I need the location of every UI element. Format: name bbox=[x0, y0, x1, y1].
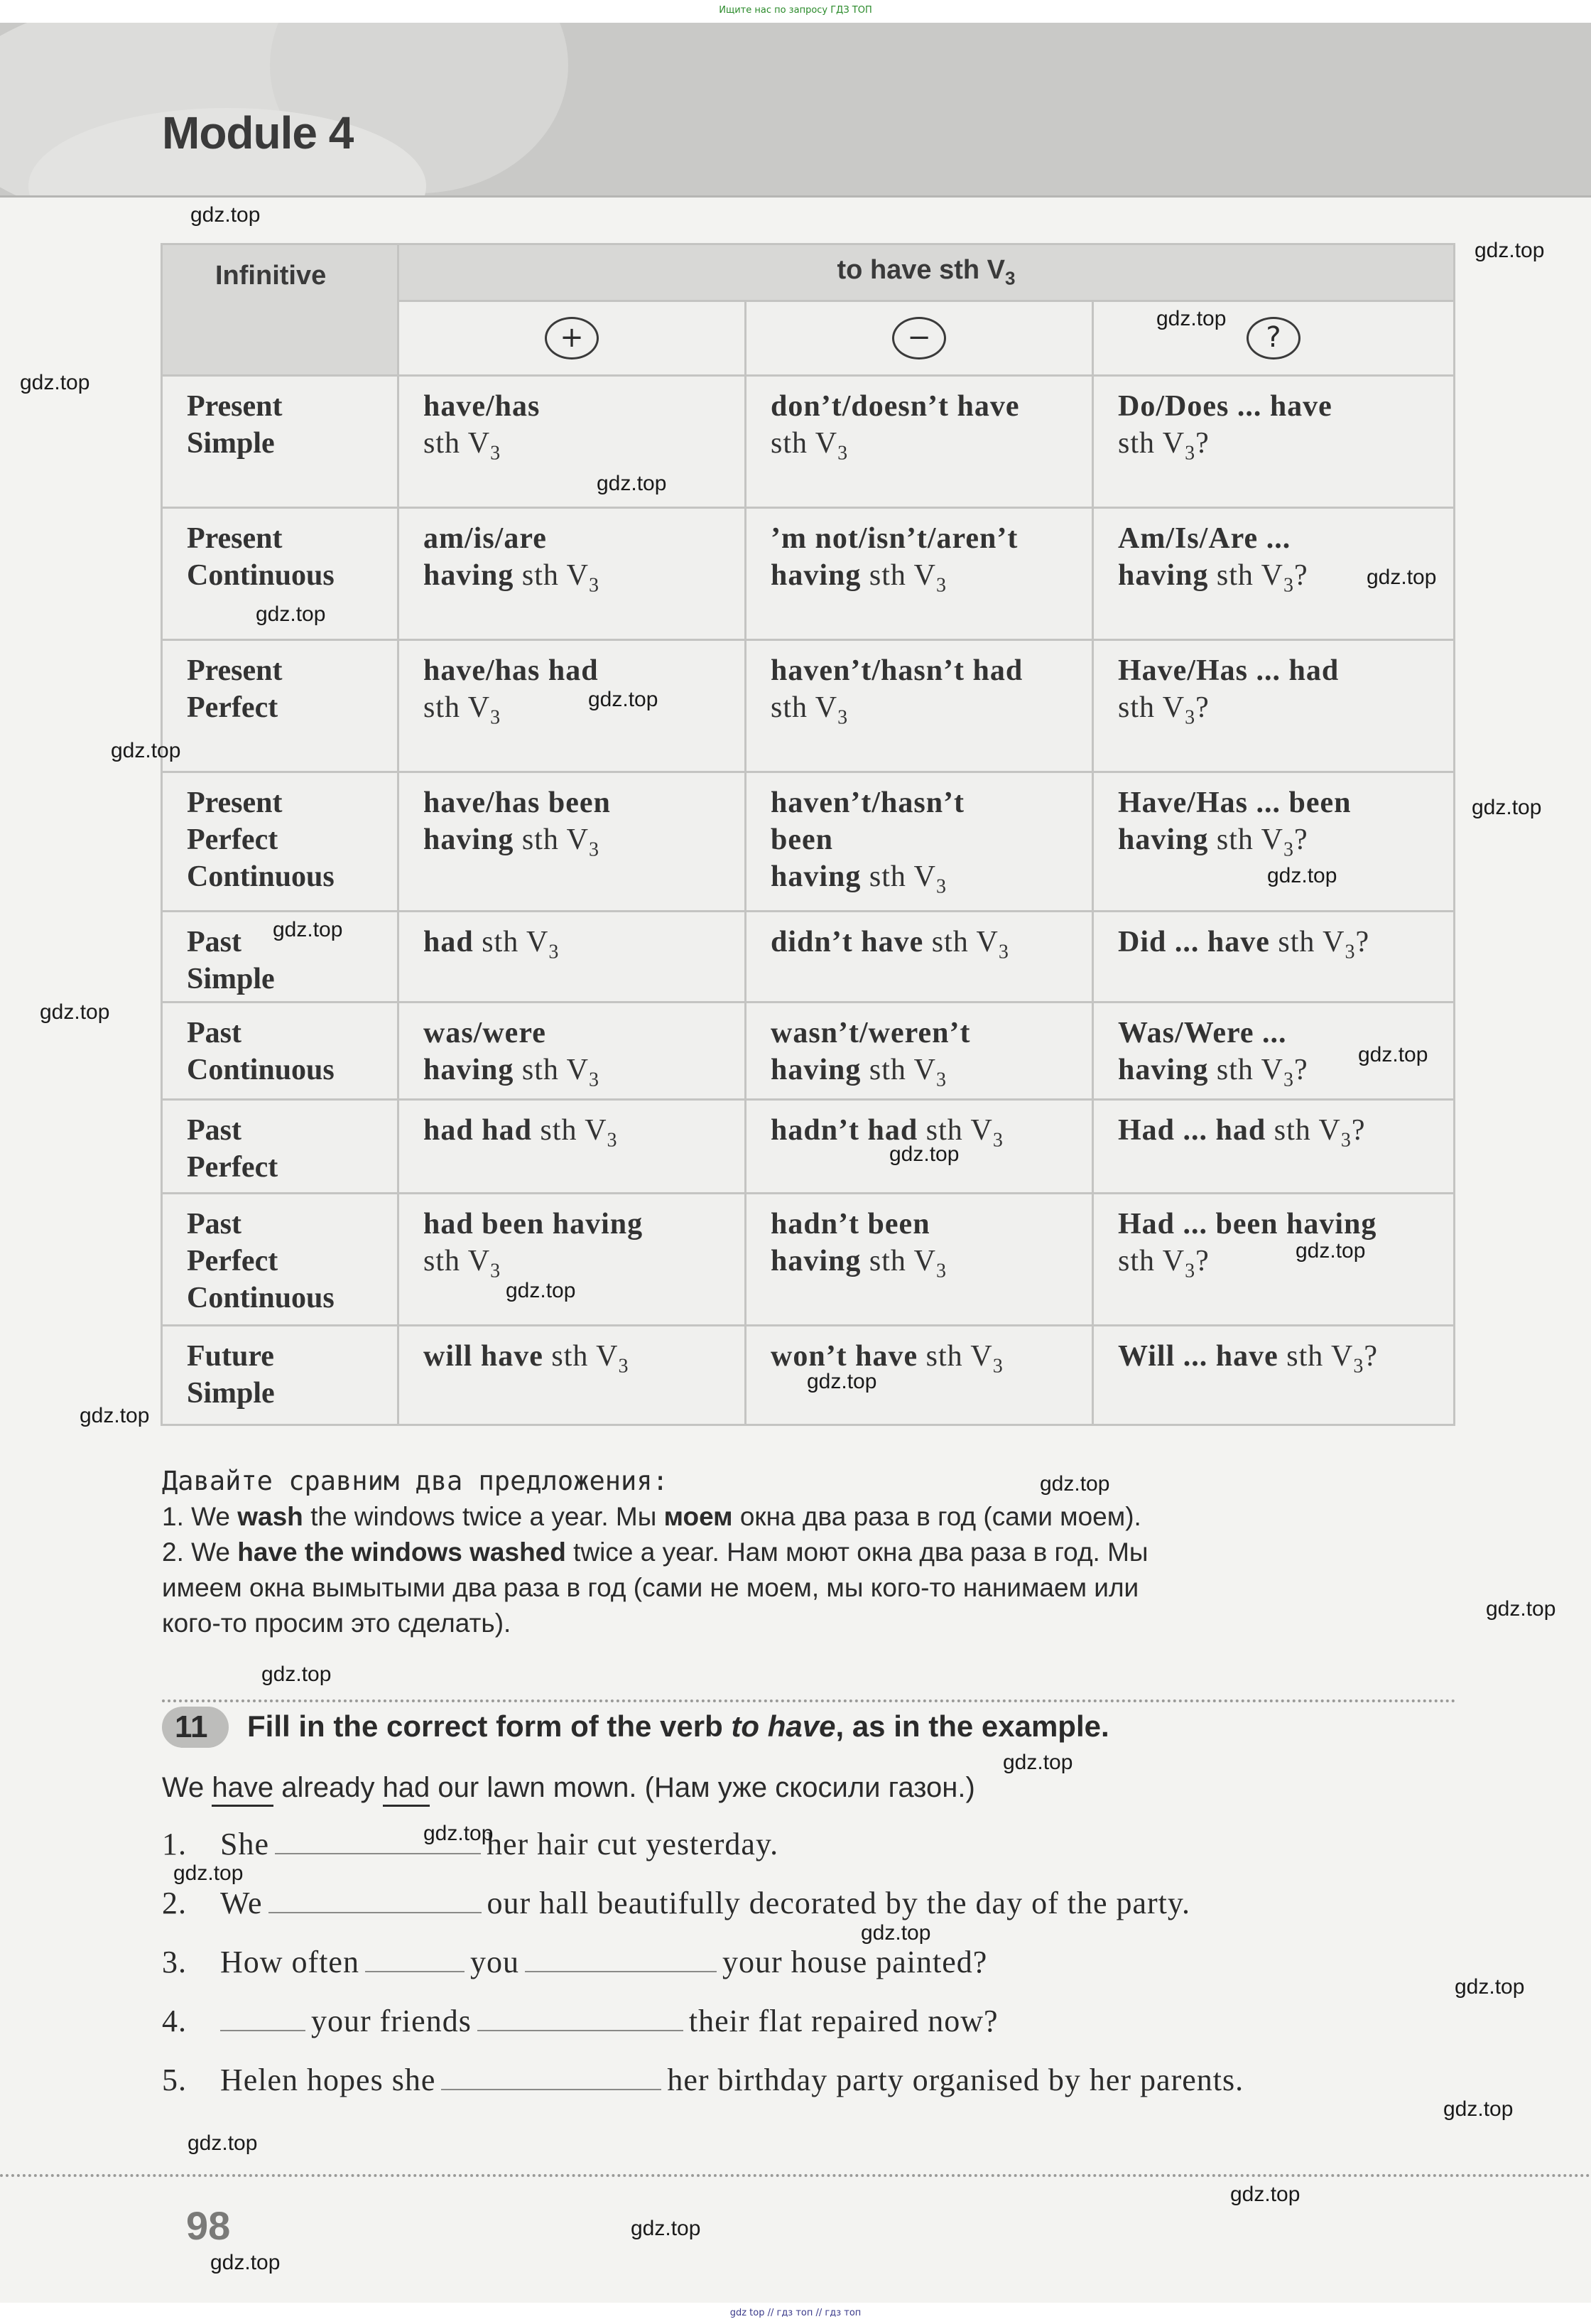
answer-blank[interactable] bbox=[365, 1964, 465, 1972]
tense-name bbox=[162, 1326, 398, 1425]
page-number: 98 bbox=[186, 2203, 231, 2248]
question-form bbox=[1093, 1194, 1455, 1326]
question-form-line: having sth $V_3$? bbox=[1118, 823, 1308, 861]
watermark: gdz.top bbox=[861, 1921, 931, 1945]
watermark: gdz.top bbox=[1455, 1975, 1525, 1999]
watermark: gdz.top bbox=[1296, 1239, 1366, 1263]
affirmative-form bbox=[398, 508, 746, 640]
affirmative-form bbox=[398, 376, 746, 508]
watermark: gdz.top bbox=[1230, 2183, 1301, 2206]
watermark: gdz.top bbox=[631, 2217, 701, 2240]
exercise-item-1: 1. She her hair cut yesterday. bbox=[162, 1827, 779, 1861]
question-form bbox=[1093, 1100, 1455, 1194]
affirmative-form-line: had had sth $V_3$ bbox=[423, 1114, 618, 1152]
exercise-item-4: 4. your friends their flat repaired now? bbox=[162, 2004, 999, 2038]
negative-form-line: hadn’t been bbox=[771, 1208, 930, 1241]
affirmative-form-line: had sth $V_3$ bbox=[423, 926, 560, 963]
question-form-line: Will ... have sth $V_3$? bbox=[1118, 1340, 1378, 1378]
negative-form bbox=[746, 1002, 1093, 1100]
question-form-line: Do/Does ... have bbox=[1118, 390, 1332, 423]
exercise-item-3: 3. How often you your house painted? bbox=[162, 1945, 988, 1979]
answer-blank[interactable] bbox=[477, 2023, 683, 2031]
answer-blank[interactable] bbox=[275, 1846, 481, 1854]
grammar-table bbox=[161, 243, 1455, 1426]
affirmative-form bbox=[398, 1100, 746, 1194]
answer-blank[interactable] bbox=[441, 2082, 661, 2090]
tense-row bbox=[162, 376, 1455, 508]
comparison-note bbox=[162, 1464, 1440, 1641]
watermark: gdz.top bbox=[111, 739, 181, 762]
watermark: gdz.top bbox=[80, 1404, 150, 1427]
affirmative-form bbox=[398, 1002, 746, 1100]
tense-name-line: Past bbox=[187, 926, 241, 958]
affirmative-form bbox=[398, 1194, 746, 1326]
minus-icon: − bbox=[892, 317, 946, 360]
plus-icon: + bbox=[545, 317, 599, 360]
module-title: Module 4 bbox=[162, 107, 354, 158]
exercise-item-5: 5. Helen hopes she her birthday party organised by her parents. bbox=[162, 2063, 1244, 2097]
affirmative-form-line: have/has bbox=[423, 390, 541, 423]
question-form-line: having sth $V_3$? bbox=[1118, 1054, 1308, 1091]
watermark: gdz.top bbox=[1475, 239, 1545, 262]
tense-name-line: Continuous bbox=[187, 559, 335, 592]
negative-form-line: having sth $V_3$ bbox=[771, 559, 947, 597]
infinitive-header: Infinitive bbox=[162, 244, 398, 376]
watermark: gdz.top bbox=[1003, 1751, 1073, 1774]
watermark: gdz.top bbox=[1486, 1597, 1556, 1621]
tense-name bbox=[162, 1100, 398, 1194]
top-banner bbox=[0, 0, 1591, 23]
comparison-lead: Давайте сравним два предложения: bbox=[162, 1466, 668, 1496]
question-form bbox=[1093, 376, 1455, 508]
tense-name-line: Perfect bbox=[187, 1151, 278, 1184]
question-form bbox=[1093, 912, 1455, 1002]
tense-row bbox=[162, 772, 1455, 912]
watermark: gdz.top bbox=[1367, 566, 1437, 589]
affirmative-form-line: will have sth $V_3$ bbox=[423, 1340, 629, 1378]
question-form-line: Had ... been having bbox=[1118, 1208, 1377, 1241]
watermark: gdz.top bbox=[1040, 1472, 1110, 1496]
comparison-sentence-2-line-2: имеем окна вымытыми два раза в год (сами не моем, мы кого-то нанимаем или bbox=[162, 1573, 1139, 1602]
watermark: gdz.top bbox=[210, 2251, 281, 2274]
affirmative-form-line: sth $V_3$ bbox=[423, 691, 501, 729]
tense-name-line: Simple bbox=[187, 963, 275, 995]
affirmative-form bbox=[398, 1326, 746, 1425]
affirmative-form-line: sth $V_3$ bbox=[423, 1245, 501, 1282]
question-form-line: Am/Is/Are ... bbox=[1118, 522, 1291, 555]
answer-blank[interactable] bbox=[268, 1905, 482, 1913]
affirmative-form bbox=[398, 640, 746, 772]
negative-form-line: wasn’t/weren’t bbox=[771, 1017, 971, 1049]
watermark: gdz.top bbox=[20, 371, 90, 394]
tense-name-line: Simple bbox=[187, 1377, 275, 1410]
footer-divider bbox=[0, 2174, 1591, 2180]
negative-form-line: having sth $V_3$ bbox=[771, 860, 947, 898]
affirmative-form bbox=[398, 772, 746, 912]
negative-form-line: having sth $V_3$ bbox=[771, 1054, 947, 1091]
comparison-sentence-2: 2. We have the windows washed twice a year. Нам моют окна два раза в год. Мы bbox=[162, 1537, 1149, 1567]
answer-blank[interactable] bbox=[525, 1964, 717, 1972]
affirmative-form-line: sth $V_3$ bbox=[423, 427, 501, 465]
question-form-line: Was/Were ... bbox=[1118, 1017, 1287, 1049]
negative-form bbox=[746, 772, 1093, 912]
watermark: gdz.top bbox=[1156, 307, 1227, 330]
bottom-banner-text: gdz top // гдз топ // гдз топ bbox=[729, 2308, 862, 2318]
watermark: gdz.top bbox=[597, 472, 667, 495]
negative-form bbox=[746, 376, 1093, 508]
tense-name-line: Past bbox=[187, 1017, 241, 1049]
top-banner-text: Ищите нас по запросу ГДЗ ТОП bbox=[719, 5, 872, 16]
question-form-line: Have/Has ... had bbox=[1118, 654, 1340, 687]
header-divider bbox=[0, 195, 1591, 198]
watermark: gdz.top bbox=[40, 1000, 110, 1024]
tense-name-line: Present bbox=[187, 654, 283, 687]
exercise-number-badge: 11 bbox=[162, 1707, 229, 1748]
negative-column-header bbox=[746, 301, 1093, 376]
question-form-line: having sth $V_3$? bbox=[1118, 559, 1308, 597]
watermark: gdz.top bbox=[190, 203, 261, 227]
tense-name bbox=[162, 1002, 398, 1100]
negative-form-line: don’t/doesn’t have bbox=[771, 390, 1020, 423]
affirmative-form-line: have/has been bbox=[423, 787, 611, 819]
question-form bbox=[1093, 1326, 1455, 1425]
affirmative-form-line: having sth $V_3$ bbox=[423, 559, 599, 597]
tense-row bbox=[162, 640, 1455, 772]
negative-form-line: ’m not/isn’t/aren’t bbox=[771, 522, 1019, 555]
negative-form-line: been bbox=[771, 823, 833, 856]
comparison-sentence-2-line-3: кого-то просим это сделать). bbox=[162, 1609, 511, 1638]
comparison-sentence-1: 1. We wash the windows twice a year. Мы моем окна два раза в год (сами моем). bbox=[162, 1502, 1141, 1531]
negative-form-line: sth $V_3$ bbox=[771, 427, 849, 465]
positive-column-header bbox=[398, 301, 746, 376]
question-form-line: Did ... have sth $V_3$? bbox=[1118, 926, 1370, 963]
exercise-example: We have already had our lawn mown. (Нам уже скосили газон.) bbox=[162, 1772, 975, 1804]
question-form-line: sth $V_3$? bbox=[1118, 427, 1210, 465]
watermark: gdz.top bbox=[889, 1142, 960, 1166]
tense-name-line: Perfect bbox=[187, 691, 278, 724]
affirmative-form-line: have/has had bbox=[423, 654, 599, 687]
tense-name-line: Simple bbox=[187, 427, 275, 460]
tense-name-line: Continuous bbox=[187, 1054, 335, 1086]
watermark: gdz.top bbox=[173, 1861, 244, 1885]
negative-form-line: haven’t/hasn’t bbox=[771, 787, 965, 819]
affirmative-form-line: am/is/are bbox=[423, 522, 547, 555]
exercise-item-2: 2. We our hall beautifully decorated by the day of the party. bbox=[162, 1886, 1191, 1920]
tense-name-line: Perfect bbox=[187, 1245, 278, 1278]
question-form bbox=[1093, 772, 1455, 912]
exercise-instruction: Fill in the correct form of the verb to have, as in the example. bbox=[247, 1709, 1109, 1743]
negative-form-line: haven’t/hasn’t had bbox=[771, 654, 1023, 687]
negative-form bbox=[746, 508, 1093, 640]
watermark: gdz.top bbox=[1472, 796, 1542, 819]
question-icon: ? bbox=[1247, 317, 1301, 360]
question-form-line: sth $V_3$? bbox=[1118, 691, 1210, 729]
affirmative-form-line: had been having bbox=[423, 1208, 644, 1241]
watermark: gdz.top bbox=[1443, 2097, 1514, 2121]
tense-row bbox=[162, 1002, 1455, 1100]
tense-name-line: Future bbox=[187, 1340, 274, 1373]
tense-row bbox=[162, 1194, 1455, 1326]
tense-name bbox=[162, 1194, 398, 1326]
negative-form-line: having sth $V_3$ bbox=[771, 1245, 947, 1282]
watermark: gdz.top bbox=[188, 2131, 258, 2155]
tense-name-line: Present bbox=[187, 787, 283, 819]
tense-name-line: Past bbox=[187, 1114, 241, 1147]
tense-name-line: Continuous bbox=[187, 860, 335, 893]
tense-row bbox=[162, 912, 1455, 1002]
tense-name-line: Perfect bbox=[187, 823, 278, 856]
negative-form-line: sth $V_3$ bbox=[771, 691, 849, 729]
watermark: gdz.top bbox=[273, 918, 343, 941]
watermark: gdz.top bbox=[506, 1279, 576, 1302]
tense-name bbox=[162, 772, 398, 912]
negative-form-line: hadn’t had sth $V_3$ bbox=[771, 1114, 1004, 1152]
watermark: gdz.top bbox=[1267, 864, 1337, 887]
negative-form bbox=[746, 640, 1093, 772]
negative-form bbox=[746, 1326, 1093, 1425]
bottom-banner bbox=[0, 2303, 1591, 2324]
negative-form-line: didn’t have sth $V_3$ bbox=[771, 926, 1009, 963]
negative-form-line: won’t have sth $V_3$ bbox=[771, 1340, 1004, 1378]
watermark: gdz.top bbox=[261, 1663, 332, 1686]
watermark: gdz.top bbox=[588, 688, 658, 711]
exercise-divider bbox=[162, 1699, 1456, 1705]
tense-name bbox=[162, 376, 398, 508]
tense-name bbox=[162, 640, 398, 772]
watermark: gdz.top bbox=[1358, 1043, 1428, 1066]
affirmative-form bbox=[398, 912, 746, 1002]
question-form-line: Have/Has ... been bbox=[1118, 787, 1352, 819]
tense-name-line: Past bbox=[187, 1208, 241, 1241]
answer-blank[interactable] bbox=[220, 2023, 305, 2031]
watermark: gdz.top bbox=[423, 1822, 494, 1845]
tense-row bbox=[162, 508, 1455, 640]
form-header: to have sth $V_3$ bbox=[398, 244, 1455, 301]
tense-row bbox=[162, 1100, 1455, 1194]
affirmative-form-line: having sth $V_3$ bbox=[423, 823, 599, 861]
question-form-line: Had ... had sth $V_3$? bbox=[1118, 1114, 1366, 1152]
tense-name-line: Present bbox=[187, 390, 283, 423]
tense-name-line: Present bbox=[187, 522, 283, 555]
question-form-line: sth $V_3$? bbox=[1118, 1245, 1210, 1282]
negative-form bbox=[746, 1194, 1093, 1326]
question-form bbox=[1093, 640, 1455, 772]
question-column-header bbox=[1093, 301, 1455, 376]
tense-name-line: Continuous bbox=[187, 1282, 335, 1315]
negative-form bbox=[746, 912, 1093, 1002]
watermark: gdz.top bbox=[256, 602, 326, 626]
affirmative-form-line: was/were bbox=[423, 1017, 546, 1049]
affirmative-form-line: having sth $V_3$ bbox=[423, 1054, 599, 1091]
watermark: gdz.top bbox=[807, 1370, 877, 1393]
